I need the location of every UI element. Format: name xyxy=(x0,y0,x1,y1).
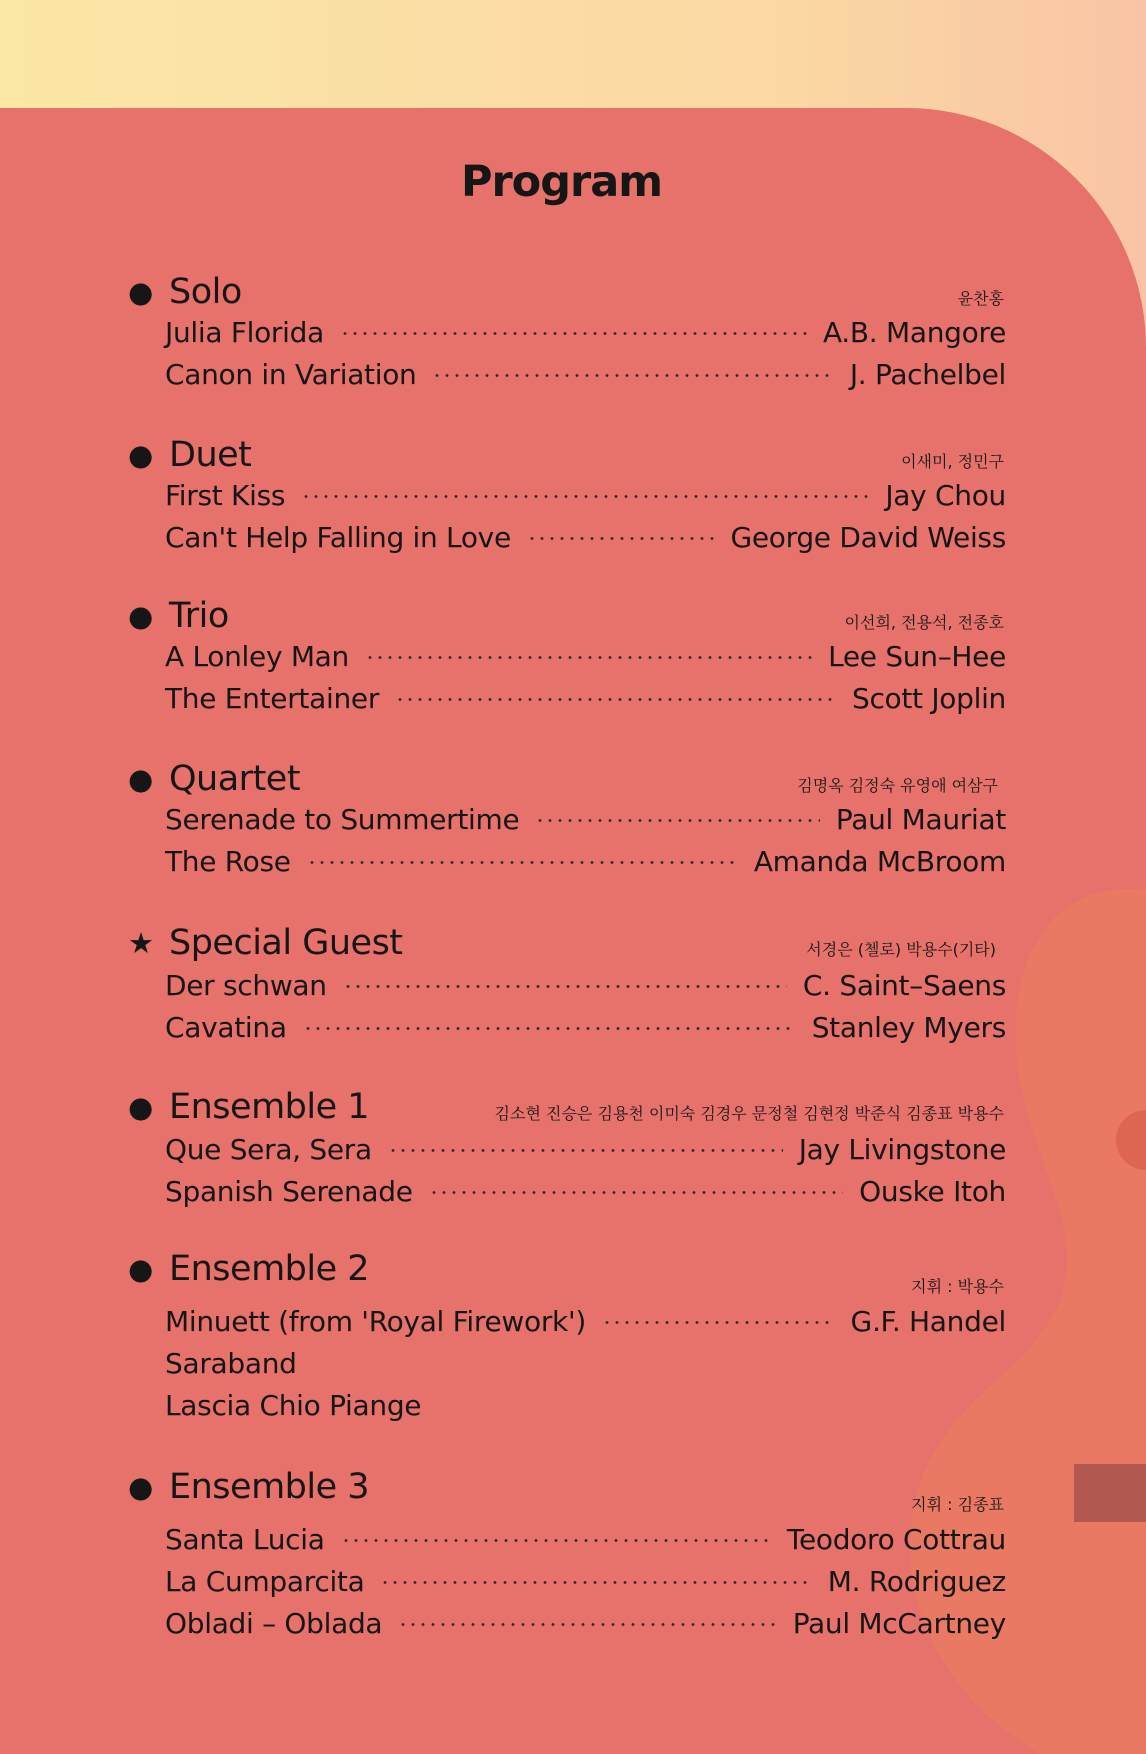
performers: 이새미, 정민구 xyxy=(901,452,1004,471)
piece-title: La Cumparcita xyxy=(165,1565,365,1598)
dot-leader xyxy=(340,332,807,335)
dot-leader xyxy=(341,1539,771,1542)
program-item xyxy=(165,1607,1006,1649)
dot-leader xyxy=(527,537,715,540)
composer: Lee Sun–Hee xyxy=(828,640,1006,673)
program-item xyxy=(165,845,1006,887)
piece-title: Serenade to Summertime xyxy=(165,803,520,836)
program-item xyxy=(165,1133,1006,1175)
piece-title: Cavatina xyxy=(165,1011,287,1044)
program-item xyxy=(165,316,1006,358)
dot-leader xyxy=(429,1191,843,1194)
bullet-icon: ● xyxy=(128,1090,154,1124)
section-special-guest xyxy=(128,923,1006,1053)
section-name: Special Guest xyxy=(169,923,403,963)
section-name: Duet xyxy=(169,435,252,475)
composer: Amanda McBroom xyxy=(753,845,1006,878)
program-item xyxy=(165,969,1006,1011)
section-quartet xyxy=(128,759,1006,887)
piece-title: Obladi – Oblada xyxy=(165,1607,383,1640)
composer: A.B. Mangore xyxy=(822,316,1006,349)
section-name: Quartet xyxy=(169,759,301,799)
program-item xyxy=(165,682,1006,724)
program-item xyxy=(165,358,1006,400)
program-item xyxy=(165,640,1006,682)
composer: George David Weiss xyxy=(730,521,1006,554)
piece-title: The Entertainer xyxy=(165,682,380,715)
piece-title: Spanish Serenade xyxy=(165,1175,413,1208)
star-icon: ★ xyxy=(128,926,154,960)
program-item xyxy=(165,479,1006,521)
performers: 서경은 (첼로) 박용수(기타) xyxy=(806,940,996,959)
bullet-icon: ● xyxy=(128,762,154,796)
composer: G.F. Handel xyxy=(850,1305,1006,1338)
piece-title: Der schwan xyxy=(165,969,327,1002)
piece-title: Que Sera, Sera xyxy=(165,1133,372,1166)
performers: 김소현 진승은 김용천 이미숙 김경우 문정철 김현정 박준식 김종표 박용수 xyxy=(494,1104,1004,1123)
program-item xyxy=(165,1389,1006,1431)
composer: Paul Mauriat xyxy=(835,803,1006,836)
piece-title: Can't Help Falling in Love xyxy=(165,521,511,554)
performers: 지휘 : 박용수 xyxy=(911,1277,1004,1296)
section-name: Ensemble 2 xyxy=(169,1249,370,1289)
dot-leader xyxy=(432,374,833,377)
performers: 이선희, 전용석, 전종호 xyxy=(844,613,1004,632)
program-item xyxy=(165,1011,1006,1053)
section-name: Trio xyxy=(169,596,229,636)
piece-title: Julia Florida xyxy=(165,316,324,349)
composer: Scott Joplin xyxy=(851,682,1006,715)
composer: M. Rodriguez xyxy=(827,1565,1006,1598)
composer: Paul McCartney xyxy=(792,1607,1006,1640)
program-item xyxy=(165,1523,1006,1565)
section-name: Solo xyxy=(169,272,242,312)
dot-leader xyxy=(301,495,869,498)
composer: Jay Chou xyxy=(885,479,1006,512)
bullet-icon: ● xyxy=(128,1470,154,1504)
section-ensemble-3 xyxy=(128,1467,1006,1649)
piece-title: A Lonley Man xyxy=(165,640,349,673)
piece-title: Santa Lucia xyxy=(165,1523,325,1556)
section-name: Ensemble 1 xyxy=(169,1087,370,1127)
performers: 지휘 : 김종표 xyxy=(911,1495,1004,1514)
program-item xyxy=(165,803,1006,845)
program-item xyxy=(165,1347,1006,1389)
bullet-icon: ● xyxy=(128,275,154,309)
composer: Ouske Itoh xyxy=(859,1175,1006,1208)
piece-title: Canon in Variation xyxy=(165,358,417,391)
bullet-icon: ● xyxy=(128,1252,154,1286)
program-item xyxy=(165,521,1006,563)
program-item xyxy=(165,1305,1006,1347)
piece-title: Minuett (from 'Royal Firework') xyxy=(165,1305,586,1338)
section-duet xyxy=(128,435,1006,563)
section-ensemble-1 xyxy=(128,1087,1006,1217)
dot-leader xyxy=(388,1149,783,1152)
program-item xyxy=(165,1175,1006,1217)
page-title: Program xyxy=(460,157,663,207)
composer: J. Pachelbel xyxy=(849,358,1006,391)
dot-leader xyxy=(535,819,819,822)
bullet-icon: ● xyxy=(128,599,154,633)
program-item xyxy=(165,1565,1006,1607)
composer: C. Saint–Saens xyxy=(802,969,1006,1002)
piece-title: Saraband xyxy=(165,1347,297,1380)
dot-leader xyxy=(343,985,787,988)
composer: Teodoro Cottrau xyxy=(786,1523,1006,1556)
section-name: Ensemble 3 xyxy=(169,1467,370,1507)
performers: 김명옥 김정숙 유영애 여삼구 xyxy=(797,776,998,795)
dot-leader xyxy=(398,1623,776,1626)
section-ensemble-2 xyxy=(128,1249,1006,1431)
dot-leader xyxy=(602,1321,835,1324)
piece-title: The Rose xyxy=(165,845,291,878)
dot-leader xyxy=(395,698,836,701)
piece-title: Lascia Chio Piange xyxy=(165,1389,422,1422)
composer: Jay Livingstone xyxy=(798,1133,1006,1166)
bullet-icon: ● xyxy=(128,438,154,472)
performers: 윤찬홍 xyxy=(957,289,1004,308)
dot-leader xyxy=(380,1581,811,1584)
dot-leader xyxy=(365,656,812,659)
piece-title: First Kiss xyxy=(165,479,286,512)
composer: Stanley Myers xyxy=(811,1011,1006,1044)
dot-leader xyxy=(303,1027,796,1030)
dot-leader xyxy=(307,861,738,864)
section-solo xyxy=(128,272,1006,400)
section-trio xyxy=(128,596,1006,724)
